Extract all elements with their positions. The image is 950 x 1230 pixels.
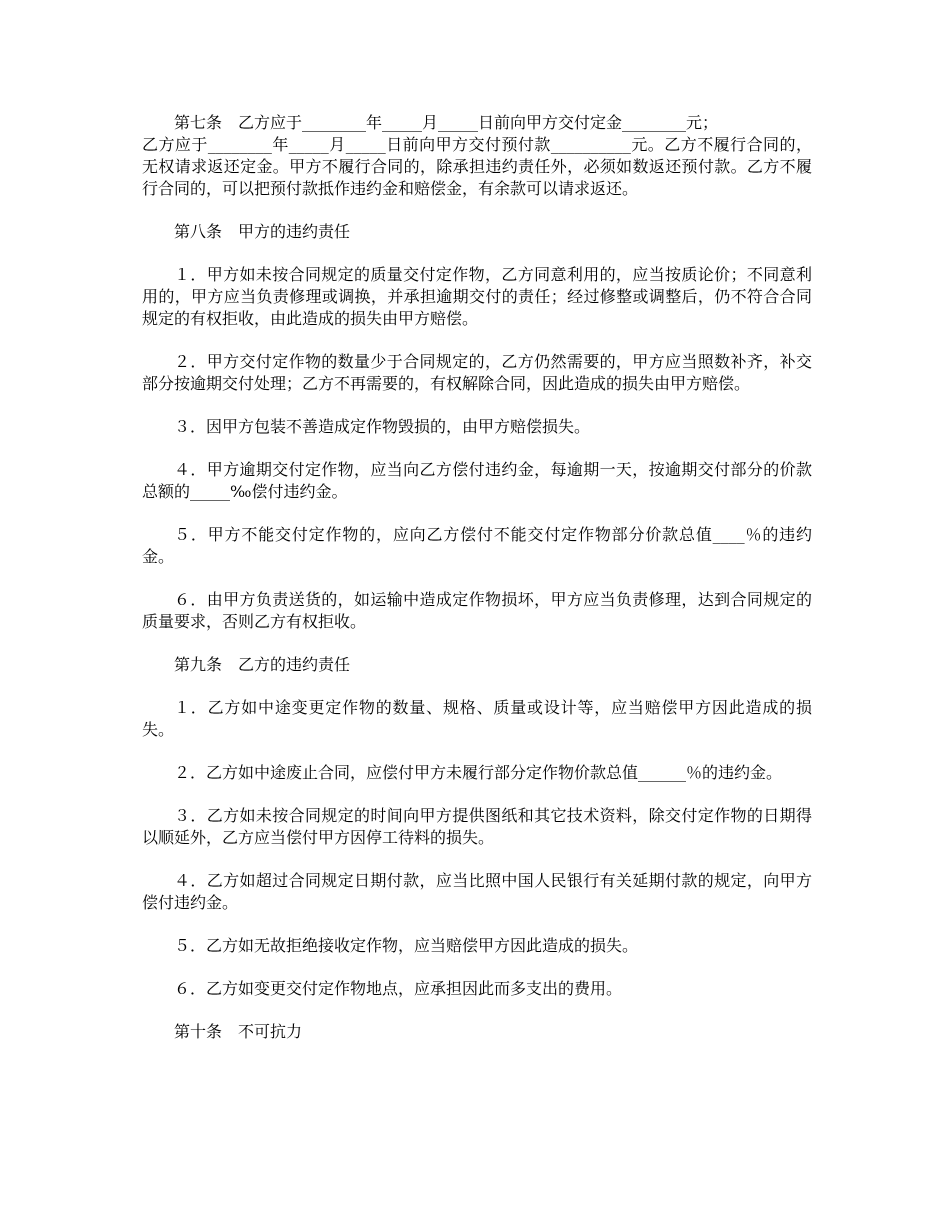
article-8-item-2: ２．甲方交付定作物的数量少于合同规定的，乙方仍然需要的，甲方应当照数补齐，补交部分按逾期交付处理；乙方不再需要的，有权解除合同，因此造成的损失由甲方赔偿。	[142, 352, 812, 393]
article-9-item-1: １．乙方如中途变更定作物的数量、规格、质量或设计等，应当赔偿甲方因此造成的损失。	[142, 698, 812, 739]
article-9-title: 第九条 乙方的违约责任	[174, 655, 351, 674]
article-8-item-6: ６．由甲方负责送货的，如运输中造成定作物损坏，甲方应当负责修理，达到合同规定的质量要求，否则乙方有权拒收。	[142, 590, 812, 631]
article-9-item-4: ４．乙方如超过合同规定日期付款，应当比照中国人民银行有关延期付款的规定，向甲方偿付违约金。	[142, 871, 812, 912]
article-9-item-3: ３．乙方如未按合同规定的时间向甲方提供图纸和其它技术资料，除交付定作物的日期得以顺延外，乙方应当偿付甲方因停工待料的损失。	[142, 806, 812, 847]
document-page	[142, 112, 812, 1043]
article-8-item-1: １．甲方如未按合同规定的质量交付定作物，乙方同意利用的，应当按质论价；不同意利用的，甲方应当负责修理或调换，并承担逾期交付的责任；经过修整或调整后，仍不符合合同规定的有权拒收，由此造成的损失由甲方赔偿。	[142, 265, 812, 328]
article-8-title: 第八条 甲方的违约责任	[174, 222, 351, 241]
article-9-item-2: ２．乙方如中途废止合同，应偿付甲方未履行部分定作物价款总值______％的违约金。	[174, 763, 783, 782]
article-8-item-3: ３．因甲方包装不善造成定作物毁损的，由甲方赔偿损失。	[174, 417, 591, 436]
article-7-line-1: 第七条 乙方应于________年_____月_____日前向甲方交付定金________元；	[174, 113, 719, 132]
article-8-item-5: ５．甲方不能交付定作物的，应向乙方偿付不能交付定作物部分价款总值____％的违约金。	[142, 525, 812, 566]
article-10-title: 第十条 不可抗力	[174, 1022, 303, 1041]
article-9-item-6: ６．乙方如变更交付定作物地点，应承担因此而多支出的费用。	[174, 979, 623, 998]
article-8-item-4: ４．甲方逾期交付定作物，应当向乙方偿付违约金，每逾期一天，按逾期交付部分的价款总额的_____‰偿付违约金。	[142, 460, 812, 501]
article-7-body: 乙方应于________年_____月_____日前向甲方交付预付款__________元。乙方不履行合同的，无权请求返还定金。甲方不履行合同的，除承担违约责任外，必须如数返还预付款。乙方不履行合同的，可以把预付款抵作违约金和赔偿金，有余款可以请求返还。	[142, 135, 812, 198]
article-9-item-5: ５．乙方如无故拒绝接收定作物，应当赔偿甲方因此造成的损失。	[174, 936, 639, 955]
